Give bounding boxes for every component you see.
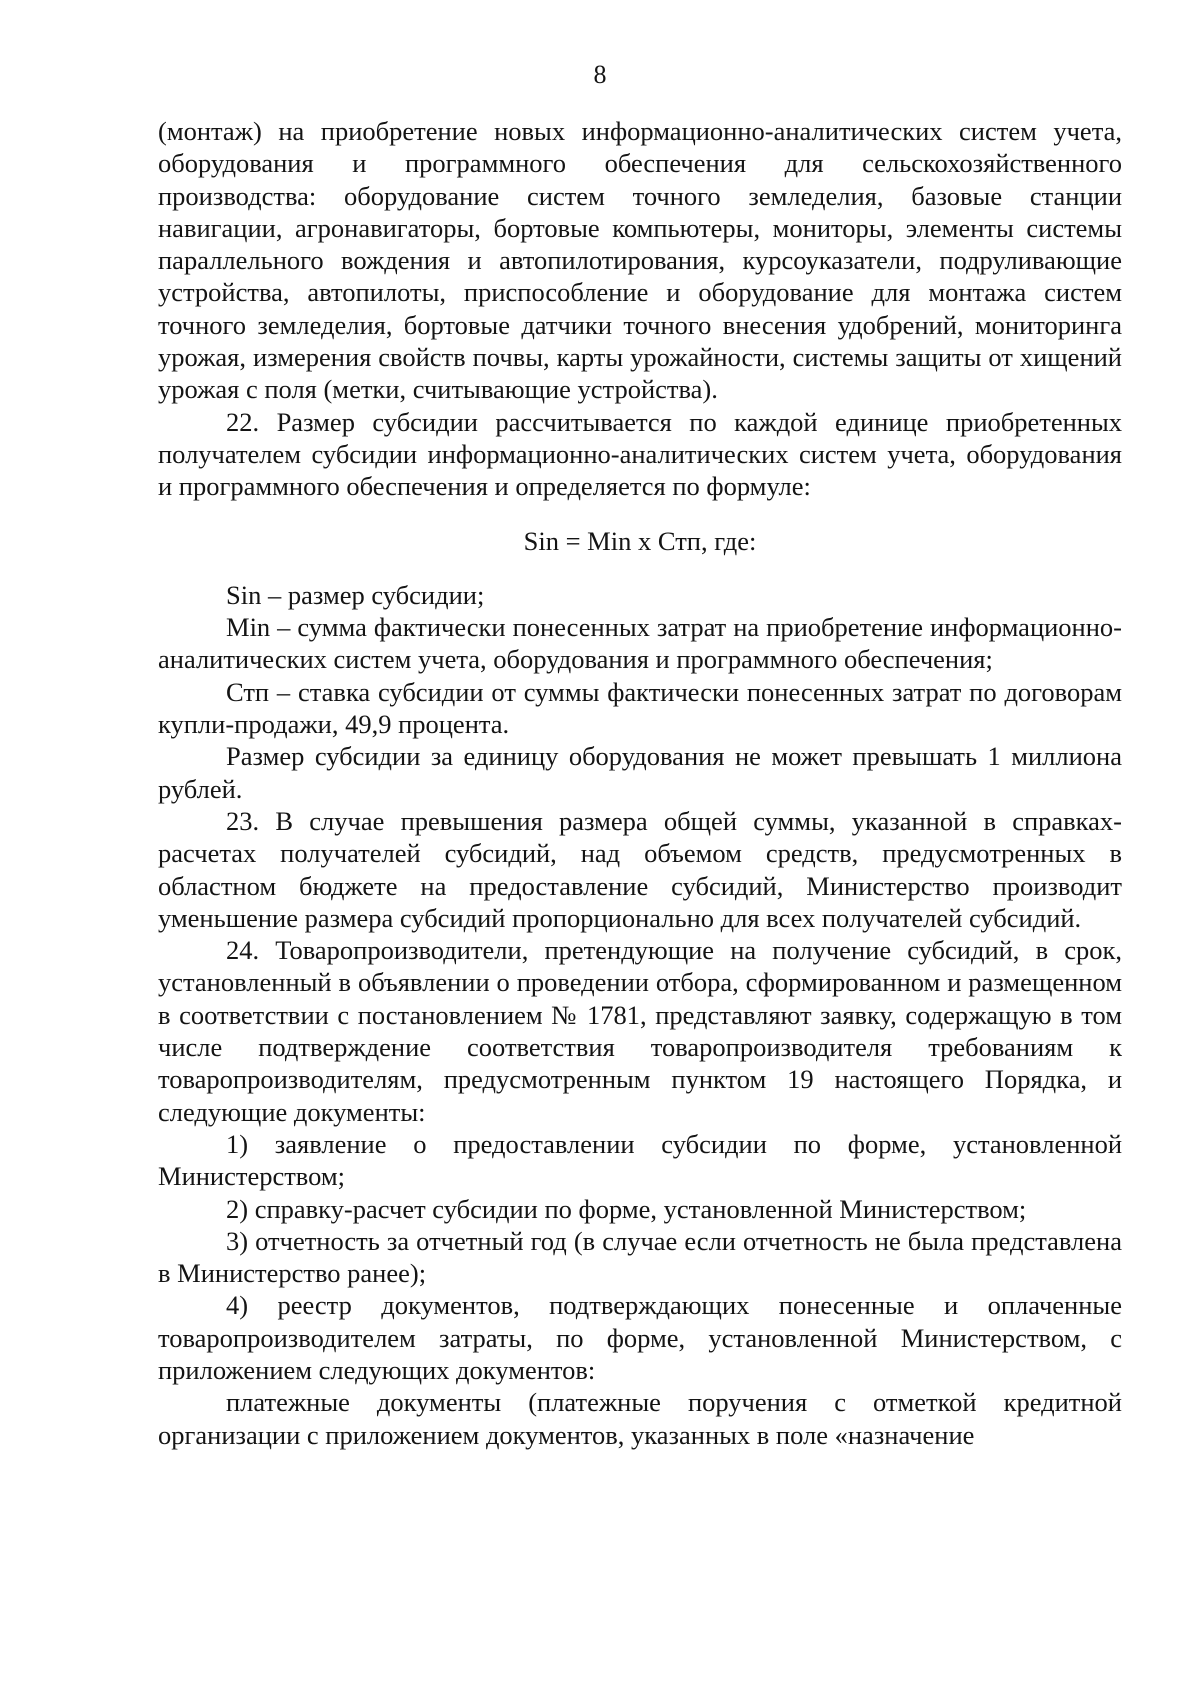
definition-sin: Sin – размер субсидии; [226,579,485,610]
list-item-3: 3) отчетность за отчетный год (в случае если отчетность не была представлена в Министерство ранее); [158,1225,1122,1289]
definition-min: Min – сумма фактически понесенных затрат на приобретение информационно-аналитических систем учета, оборудования и программного обеспечения; [158,612,1122,675]
list-item-1: 1) заявление о предоставлении субсидии по форме, установленной Министерством; [158,1128,1122,1192]
definition-stp: Стп – ставка субсидии от суммы фактически понесенных затрат по договорам купли-продажи, 49,9 процента. [158,676,1122,740]
list-item-4: 4) реестр документов, подтверждающих понесенные и оплаченные товаропроизводителем затраты, по форме, установленной Министерством, с приложением следующих документов: [158,1290,1122,1385]
paragraph-24: 24. Товаропроизводители, претендующие на получение субсидий, в срок, установленный в объявлении о проведении отбора, сформированном и размещенном в соответствии с постановлением № 1781, представляют заявку, содержащую в том числе подтверждение соответствия товаропроизводителя требованиям к товаропроизводителям, предусмотренным пунктом 19 настоящего Порядка, и следующие документы: [158,935,1122,1127]
paragraph-22: 22. Размер субсидии рассчитывается по каждой единице приобретенных получателем субсидии информационно-аналитических систем учета, оборудования и программного обеспечения и определяется по формуле: [158,406,1122,502]
paragraph-23: 23. В случае превышения размера общей суммы, указанной в справках-расчетах получателей субсидий, над объемом средств, предусмотренных в областном бюджете на предоставление субсидий, Министерство производит уменьшение размера субсидий пропорционально для всех получателей субсидий. [158,805,1122,933]
paragraph-payment-documents: платежные документы (платежные поручения с отметкой кредитной организации с приложением документов, указанных в поле «назначение [158,1387,1122,1450]
document-body [158,115,1122,1451]
paragraph-installation-list: (монтаж) на приобретение новых информационно-аналитических систем учета, оборудования и программного обеспечения для сельскохозяйственного производства: оборудование систем точного земледелия, базовые станции навигации, агронавигаторы, бортовые компьютеры, мониторы, элементы системы параллельного вождения и автопилотирования, курсоуказатели, подруливающие устройства, автопилоты, приспособление и оборудование для монтажа систем точного земледелия, бортовые датчики точного внесения удобрений, мониторинга урожая, измерения свойств почвы, карты урожайности, системы защиты от хищений урожая с поля (метки, считывающие устройства). [158,116,1122,405]
page-number: 8 [593,60,607,89]
paragraph-subsidy-limit: Размер субсидии за единицу оборудования не может превышать 1 миллиона рублей. [158,741,1122,804]
list-item-2: 2) справку-расчет субсидии по форме, установленной Министерством; [226,1193,1027,1224]
subsidy-formula: Sin = Min х Стп, где: [523,525,757,556]
